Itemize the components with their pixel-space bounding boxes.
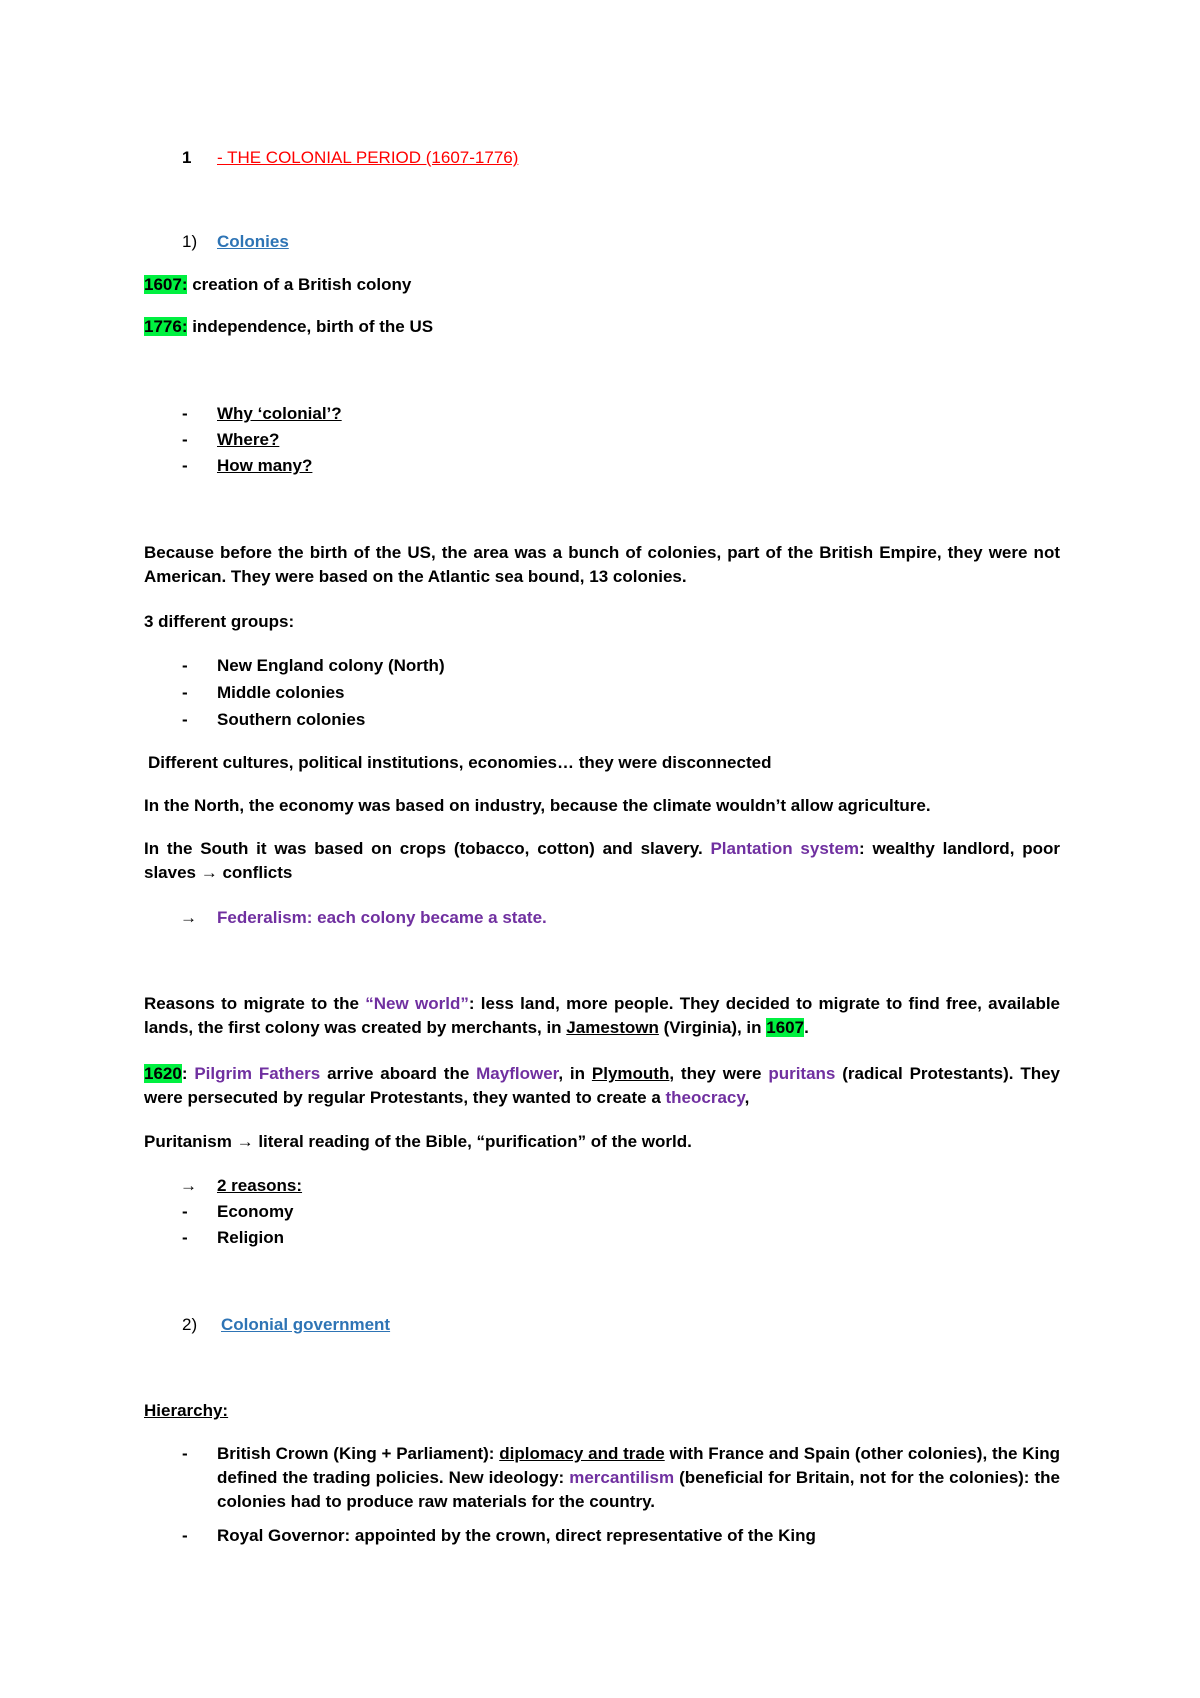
- hierarchy-label: Hierarchy:: [144, 1401, 229, 1420]
- arrow-icon: →: [236, 1132, 254, 1151]
- question-item: How many?: [217, 456, 313, 475]
- section-1-number: 1): [182, 232, 198, 251]
- term-plymouth: Plymouth: [591, 1064, 670, 1083]
- reason-item: Religion: [217, 1228, 285, 1247]
- paragraph-pilgrims: 1620: Pilgrim Fathers arrive aboard the Mayflower, in Plymouth, they were puritans (radical Protestants). They were persecuted by regular Protestants, they wanted to create a theocracy,: [144, 1064, 1060, 1107]
- list-dash: -: [182, 456, 188, 475]
- list-dash: -: [182, 1202, 188, 1221]
- section-1-title: Colonies: [217, 232, 289, 251]
- reason-item: Economy: [217, 1202, 294, 1221]
- date-line-1607: 1607: creation of a British colony: [144, 275, 412, 294]
- list-dash: -: [182, 404, 188, 423]
- arrow-icon: →: [200, 863, 218, 882]
- date-highlight: 1620: [144, 1064, 182, 1083]
- governor-item: Royal Governor: appointed by the crown, direct representative of the King: [217, 1526, 816, 1545]
- paragraph-different: Different cultures, political institutions, economies… they were disconnected: [148, 753, 772, 772]
- list-dash: -: [182, 683, 188, 702]
- federalism-note: Federalism: each colony became a state.: [217, 908, 547, 927]
- question-item: Where?: [217, 430, 280, 449]
- crown-item: British Crown (King + Parliament): diplomacy and trade with France and Spain (other colonies), the King defined the trading policies. New ideology: mercantilism (beneficial for Britain, not for the colonies): the colonies had to produce raw materials for the country.: [217, 1444, 1060, 1511]
- two-reasons-label: 2 reasons:: [217, 1176, 303, 1195]
- term-puritans: puritans: [768, 1064, 836, 1083]
- group-item: Southern colonies: [217, 710, 366, 729]
- arrow-icon: →: [180, 1176, 197, 1195]
- date-line-1776: 1776: independence, birth of the US: [144, 317, 434, 336]
- list-dash: -: [182, 710, 188, 729]
- paragraph-because: Because before the birth of the US, the area was a bunch of colonies, part of the British Empire, they were not American. They were based on the Atlantic sea bound, 13 colonies.: [144, 543, 1060, 586]
- section-2-title: Colonial government: [221, 1315, 391, 1334]
- heading-number: 1: [182, 148, 192, 167]
- paragraph-reasons: Reasons to migrate to the “New world”: less land, more people. They decided to migrate to find free, available lands, the first colony was created by merchants, in Jamestown (Virginia), in 1607.: [144, 994, 1061, 1037]
- question-item: Why ‘colonial’?: [217, 404, 342, 423]
- term-new-world: “New world”: [365, 994, 469, 1013]
- date-highlight: 1776:: [144, 317, 188, 336]
- term-pilgrim-fathers: Pilgrim Fathers: [194, 1064, 321, 1083]
- paragraph-puritanism: Puritanism → literal reading of the Bible, “purification” of the world.: [144, 1132, 692, 1151]
- date-highlight: 1607: [766, 1018, 805, 1037]
- groups-intro: 3 different groups:: [144, 612, 295, 631]
- arrow-icon: →: [180, 908, 197, 927]
- paragraph-north: In the North, the economy was based on industry, because the climate wouldn’t allow agriculture.: [144, 796, 931, 815]
- term-mayflower: Mayflower: [476, 1064, 559, 1083]
- date-highlight: 1607:: [144, 275, 188, 294]
- page-title: - THE COLONIAL PERIOD (1607-1776): [217, 148, 519, 167]
- section-2-number: 2): [182, 1315, 198, 1334]
- list-dash: -: [182, 1526, 188, 1545]
- list-dash: -: [182, 1444, 188, 1463]
- group-item: New England colony (North): [217, 656, 445, 675]
- term-mercantilism: mercantilism: [569, 1468, 675, 1487]
- term-diplomacy-trade: diplomacy and trade: [499, 1444, 665, 1463]
- term-jamestown: Jamestown: [566, 1018, 659, 1037]
- group-item: Middle colonies: [217, 683, 345, 702]
- term-plantation-system: Plantation system: [710, 839, 860, 858]
- term-theocracy: theocracy: [665, 1088, 745, 1107]
- list-dash: -: [182, 656, 188, 675]
- list-dash: -: [182, 430, 188, 449]
- paragraph-south: In the South it was based on crops (tobacco, cotton) and slavery. Plantation system: wealthy landlord, poor slaves → conflicts: [144, 839, 1060, 882]
- list-dash: -: [182, 1228, 188, 1247]
